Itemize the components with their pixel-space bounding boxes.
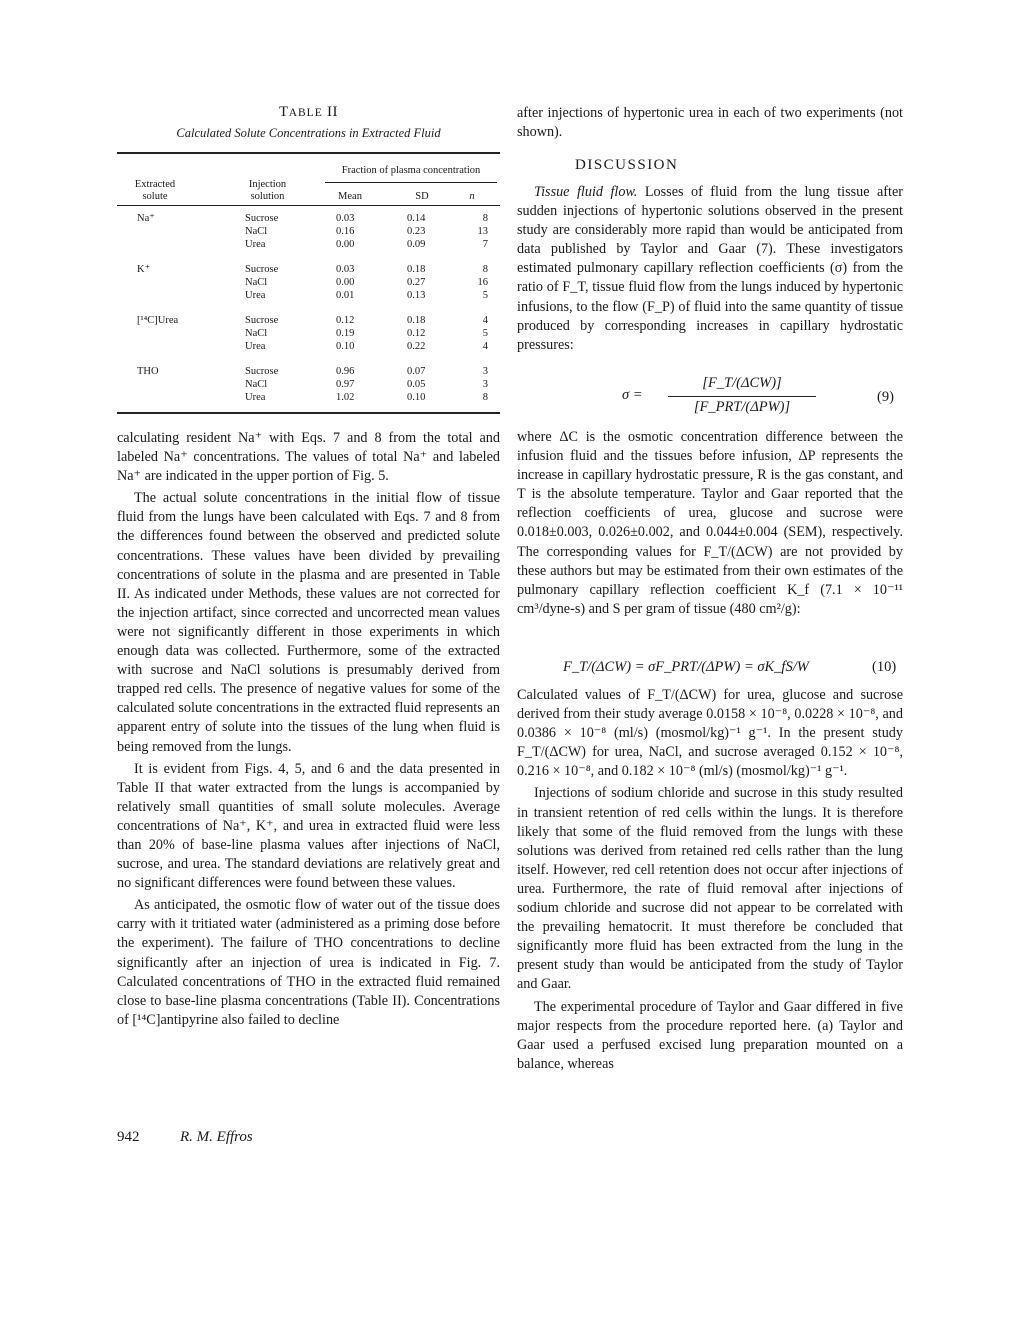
table-header-rule <box>117 205 500 206</box>
table-mean: 1.02 <box>336 392 355 403</box>
table-sd: 0.23 <box>407 226 426 237</box>
paragraph: calculating resident Na⁺ with Eqs. 7 and 8 from the total and labeled Na⁺ concentrations. The values of total Na⁺ and labeled Na⁺ are indicated in the upper portion of Fig. 5. <box>117 430 500 485</box>
table-mean: 0.00 <box>336 239 355 250</box>
equation-10: F_T/(ΔCW) = σF_PRT/(ΔPW) = σK_fS/W <box>563 659 809 675</box>
paragraph: after injections of hypertonic urea in each of two experiments (not shown). <box>517 105 903 141</box>
equation-9-numerator: [F_T/(ΔCW)] <box>702 375 782 391</box>
table-n: 8 <box>482 264 488 275</box>
table-n: 8 <box>482 213 488 224</box>
table-mean: 0.16 <box>336 226 355 237</box>
table-sd: 0.18 <box>407 264 426 275</box>
table-mean: 0.19 <box>336 328 355 339</box>
equation-9-lhs: σ = <box>622 387 643 403</box>
table-mean: 0.00 <box>336 277 355 288</box>
table-n: 5 <box>482 328 488 339</box>
table-top-rule <box>117 152 500 154</box>
table-n: 4 <box>482 315 488 326</box>
equation-10-label: (10) <box>872 659 897 675</box>
table-caption: Calculated Solute Concentrations in Extracted Fluid <box>176 126 441 140</box>
table-sd: 0.27 <box>407 277 426 288</box>
table-mean: 0.97 <box>336 379 355 390</box>
paragraph: The experimental procedure of Taylor and Gaar differed in five major respects from the procedure reported here. (a) Taylor and Gaar used a perfused excised lung preparation mounted on a balance, whereas <box>517 998 903 1072</box>
table-header-injection: Injection solution <box>248 179 287 202</box>
table-header-solute: Extracted solute <box>134 179 176 202</box>
table-solute: K⁺ <box>137 264 151 275</box>
table-injection: Urea <box>245 290 266 301</box>
table-mean: 0.01 <box>336 290 355 301</box>
table-sd: 0.13 <box>407 290 426 301</box>
table-injection: Sucrose <box>245 315 279 326</box>
table-solute: Na⁺ <box>137 213 155 224</box>
table-sd: 0.05 <box>407 379 426 390</box>
table-group-rule <box>325 182 497 183</box>
paragraph-body: Losses of fluid from the lung tissue after sudden injections of hypertonic solutions observed in the present study are considerably more rapid than would be anticipated from data published by Taylor and Gaar (7). These investigators estimated pulmonary capillary reflection coefficients (σ) from the ratio of F_T, tissue fluid flow from the lungs induced by hypertonic infusions, to the flow (F_P) of fluid into the same quantity of tissue produced by corresponding increases in capillary hydrostatic pressures: <box>517 184 903 353</box>
left-column <box>117 429 500 1030</box>
table-injection: NaCl <box>245 277 268 288</box>
paragraph: The actual solute concentrations in the initial flow of tissue fluid from the lungs have been calculated with Eqs. 7 and 8 from the differences found between the observed and predicted solute concentrations. These values have been divided by prevailing concentrations of solute in the plasma and are presented in Table II. As indicated under Methods, these values are not corrected for the injection artifact, since corrected and uncorrected mean values were not significantly different in those experiments in which enough data was collected. Furthermore, some of the extracted with sucrose and NaCl solutions is presumably derived from trapped red cells. The presence of negative values for some of the calculated solute concentrations in the extracted fluid represents an apparent entry of solute into the tissues of the lung when fluid is being removed from the lungs. <box>117 490 500 755</box>
table-injection: Urea <box>245 341 266 352</box>
right-column-discussion <box>517 183 903 355</box>
paragraph: Injections of sodium chloride and sucrose in this study resulted in transient retention of red cells within the lungs. It is therefore likely that some of the fluid removed from the lungs with these solutions was derived from retained red cells rather than the lung itself. However, red cell retention does not occur after injections of urea. Furthermore, the rate of fluid removal after injections of sodium chloride and sucrose did not appear to be correlated with the prevailing hematocrit. It must therefore be concluded that significantly more fluid has been extracted from the lung in the present study than would be anticipated from the study of Taylor and Gaar. <box>517 785 903 993</box>
equation-9-fraction-bar <box>668 396 816 397</box>
right-column-mid <box>517 428 903 619</box>
table-n: 7 <box>482 239 488 250</box>
table-sd: 0.10 <box>407 392 426 403</box>
table-mean: 0.10 <box>336 341 355 352</box>
table-injection: Sucrose <box>245 213 279 224</box>
table-injection: NaCl <box>245 379 268 390</box>
table-n: 13 <box>477 226 488 237</box>
paragraph <box>517 183 903 355</box>
table-injection: NaCl <box>245 226 268 237</box>
table-sd: 0.07 <box>407 366 426 377</box>
table-header-n: n <box>469 191 475 202</box>
equation-9-label: (9) <box>877 389 894 405</box>
section-heading: DISCUSSION <box>575 157 679 173</box>
table-mean: 0.03 <box>336 213 355 224</box>
table-mean: 0.12 <box>336 315 355 326</box>
table-sd: 0.14 <box>407 213 426 224</box>
paragraph: It is evident from Figs. 4, 5, and 6 and the data presented in Table II that water extracted from the lungs is accompanied by relatively small quantities of small solute molecules. Average concentrations of Na⁺, K⁺, and urea in extracted fluid were less than 20% of base-line plasma values after injections of NaCl, sucrose, and urea. The standard deviations are relatively great and no significant differences were found between these values. <box>117 760 500 892</box>
table-n: 4 <box>482 341 488 352</box>
table-sd: 0.09 <box>407 239 426 250</box>
paragraph: Calculated values of F_T/(ΔCW) for urea, glucose and sucrose derived from their study average 0.0158 × 10⁻⁸, 0.0228 × 10⁻⁸, and 0.0386 × 10⁻⁸ (ml/s) (mosmol/kg)⁻¹ g⁻¹. In the present study F_T/(ΔCW) for urea, NaCl, and sucrose averaged 0.152 × 10⁻⁸, 0.216 × 10⁻⁸, and 0.182 × 10⁻⁸ (ml/s) (mosmol/kg)⁻¹ g⁻¹. <box>517 687 903 780</box>
running-author: R. M. Effros <box>180 1129 253 1145</box>
table-sd: 0.12 <box>407 328 426 339</box>
paragraph-lead: Tissue fluid flow. <box>534 184 638 200</box>
table-injection: Sucrose <box>245 366 279 377</box>
page-number: 942 <box>117 1129 140 1145</box>
table-n: 5 <box>482 290 488 301</box>
table-n: 3 <box>482 379 488 390</box>
table-mean: 0.03 <box>336 264 355 275</box>
table-n: 8 <box>482 392 488 403</box>
table-header-mean: Mean <box>338 191 362 202</box>
table-injection: Urea <box>245 392 266 403</box>
paragraph: where ΔC is the osmotic concentration difference between the infusion fluid and the tissues before infusion, ΔP represents the increase in capillary hydrostatic pressure, R is the gas constant, and T is the absolute temperature. Taylor and Gaar reported that the reflection coefficients of urea, glucose and sucrose were 0.018±0.003, 0.026±0.002, and 0.044±0.004 (SEM), respectively. The corresponding values for F_T/(ΔCW) are not provided by these authors but may be estimated from their own estimates of the pulmonary capillary reflection coefficient K_f (7.1 × 10⁻¹¹ cm³/dyne-s) and S per gram of tissue (480 cm²/g): <box>517 429 903 617</box>
table-sd: 0.18 <box>407 315 426 326</box>
right-column-top <box>517 104 903 142</box>
table-n: 3 <box>482 366 488 377</box>
table-solute: THO <box>137 366 159 377</box>
table-bottom-rule <box>117 412 500 414</box>
table-sd: 0.22 <box>407 341 426 352</box>
equation-9-denominator: [F_PRT/(ΔPW)] <box>693 399 791 415</box>
table-injection: NaCl <box>245 328 268 339</box>
right-column-bottom <box>517 686 903 1074</box>
table-injection: Sucrose <box>245 264 279 275</box>
table-group-header: Fraction of plasma concentration <box>341 165 481 176</box>
table-n: 16 <box>477 277 488 288</box>
table-mean: 0.96 <box>336 366 355 377</box>
table-solute: [¹⁴C]Urea <box>137 315 179 326</box>
table-title: TABLE II <box>279 104 338 120</box>
table-header-sd: SD <box>415 191 429 202</box>
paragraph: As anticipated, the osmotic flow of water out of the tissue does carry with it tritiated water (administered as a priming dose before the experiment). The failure of THO concentrations to decline significantly after an injection of urea is indicated in Fig. 7. Calculated concentrations of THO in the extracted fluid remained close to base-line plasma concentrations (Table II). Concentrations of [¹⁴C]antipyrine also failed to decline <box>117 897 500 1028</box>
table-injection: Urea <box>245 239 266 250</box>
